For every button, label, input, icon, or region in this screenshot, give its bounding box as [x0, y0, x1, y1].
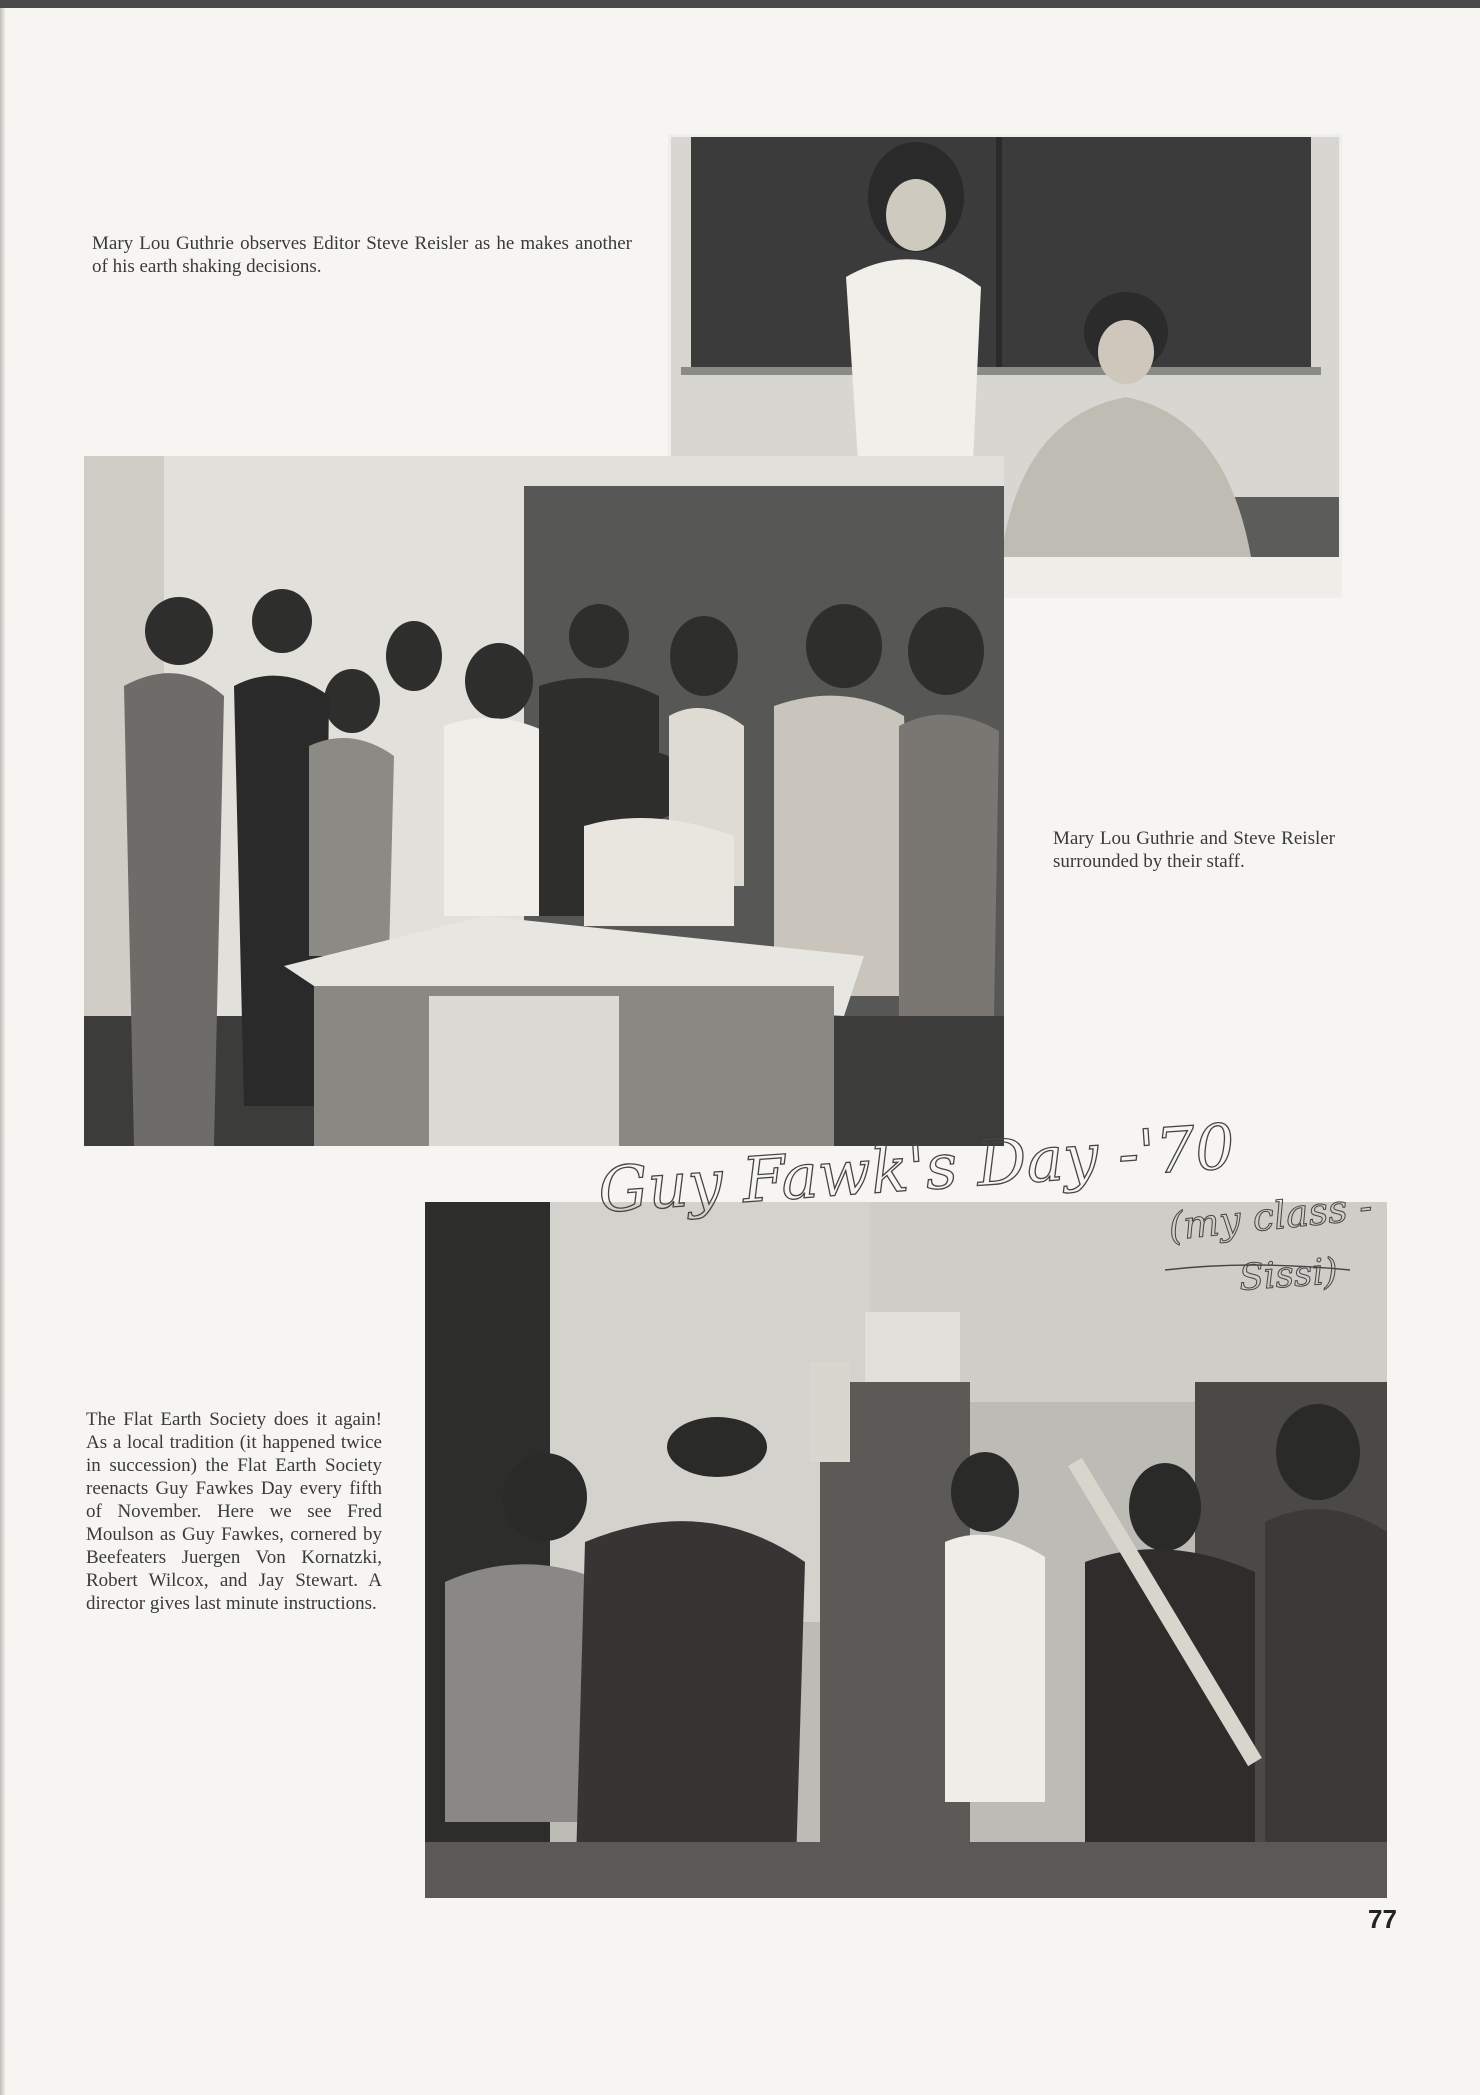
photo-staff-group: [84, 456, 1004, 1146]
page-top-border: [0, 0, 1480, 8]
caption-guy-fawkes-photo: The Flat Earth Society does it again! As a local tradition (it happened twice in succession) the Flat Earth Society reenacts Guy Fawkes Day every fifth of November. Here we see Fred Moulson as Guy Fawkes, cornered by Beefeaters Juergen Von Kornatzki, Robert Wilcox, and Jay Stewart. A director gives last minute instructions.: [86, 1409, 382, 1614]
page-left-edge: [0, 8, 6, 2095]
handwriting-line-2: (my class -: [1166, 1183, 1375, 1249]
caption-staff-photo: Mary Lou Guthrie and Steve Reisler surrounded by their staff.: [1053, 828, 1335, 872]
handwriting-line-1: Guy Fawk's Day -'70: [595, 1120, 1237, 1227]
handwriting-line-3: Sissi): [1237, 1251, 1340, 1299]
handwritten-inscription: [590, 1120, 1450, 1320]
caption-editor-photo: Mary Lou Guthrie observes Editor Steve Reisler as he makes another of his earth shaking decisions.: [92, 233, 632, 277]
page-number: 77: [1368, 1904, 1397, 1934]
